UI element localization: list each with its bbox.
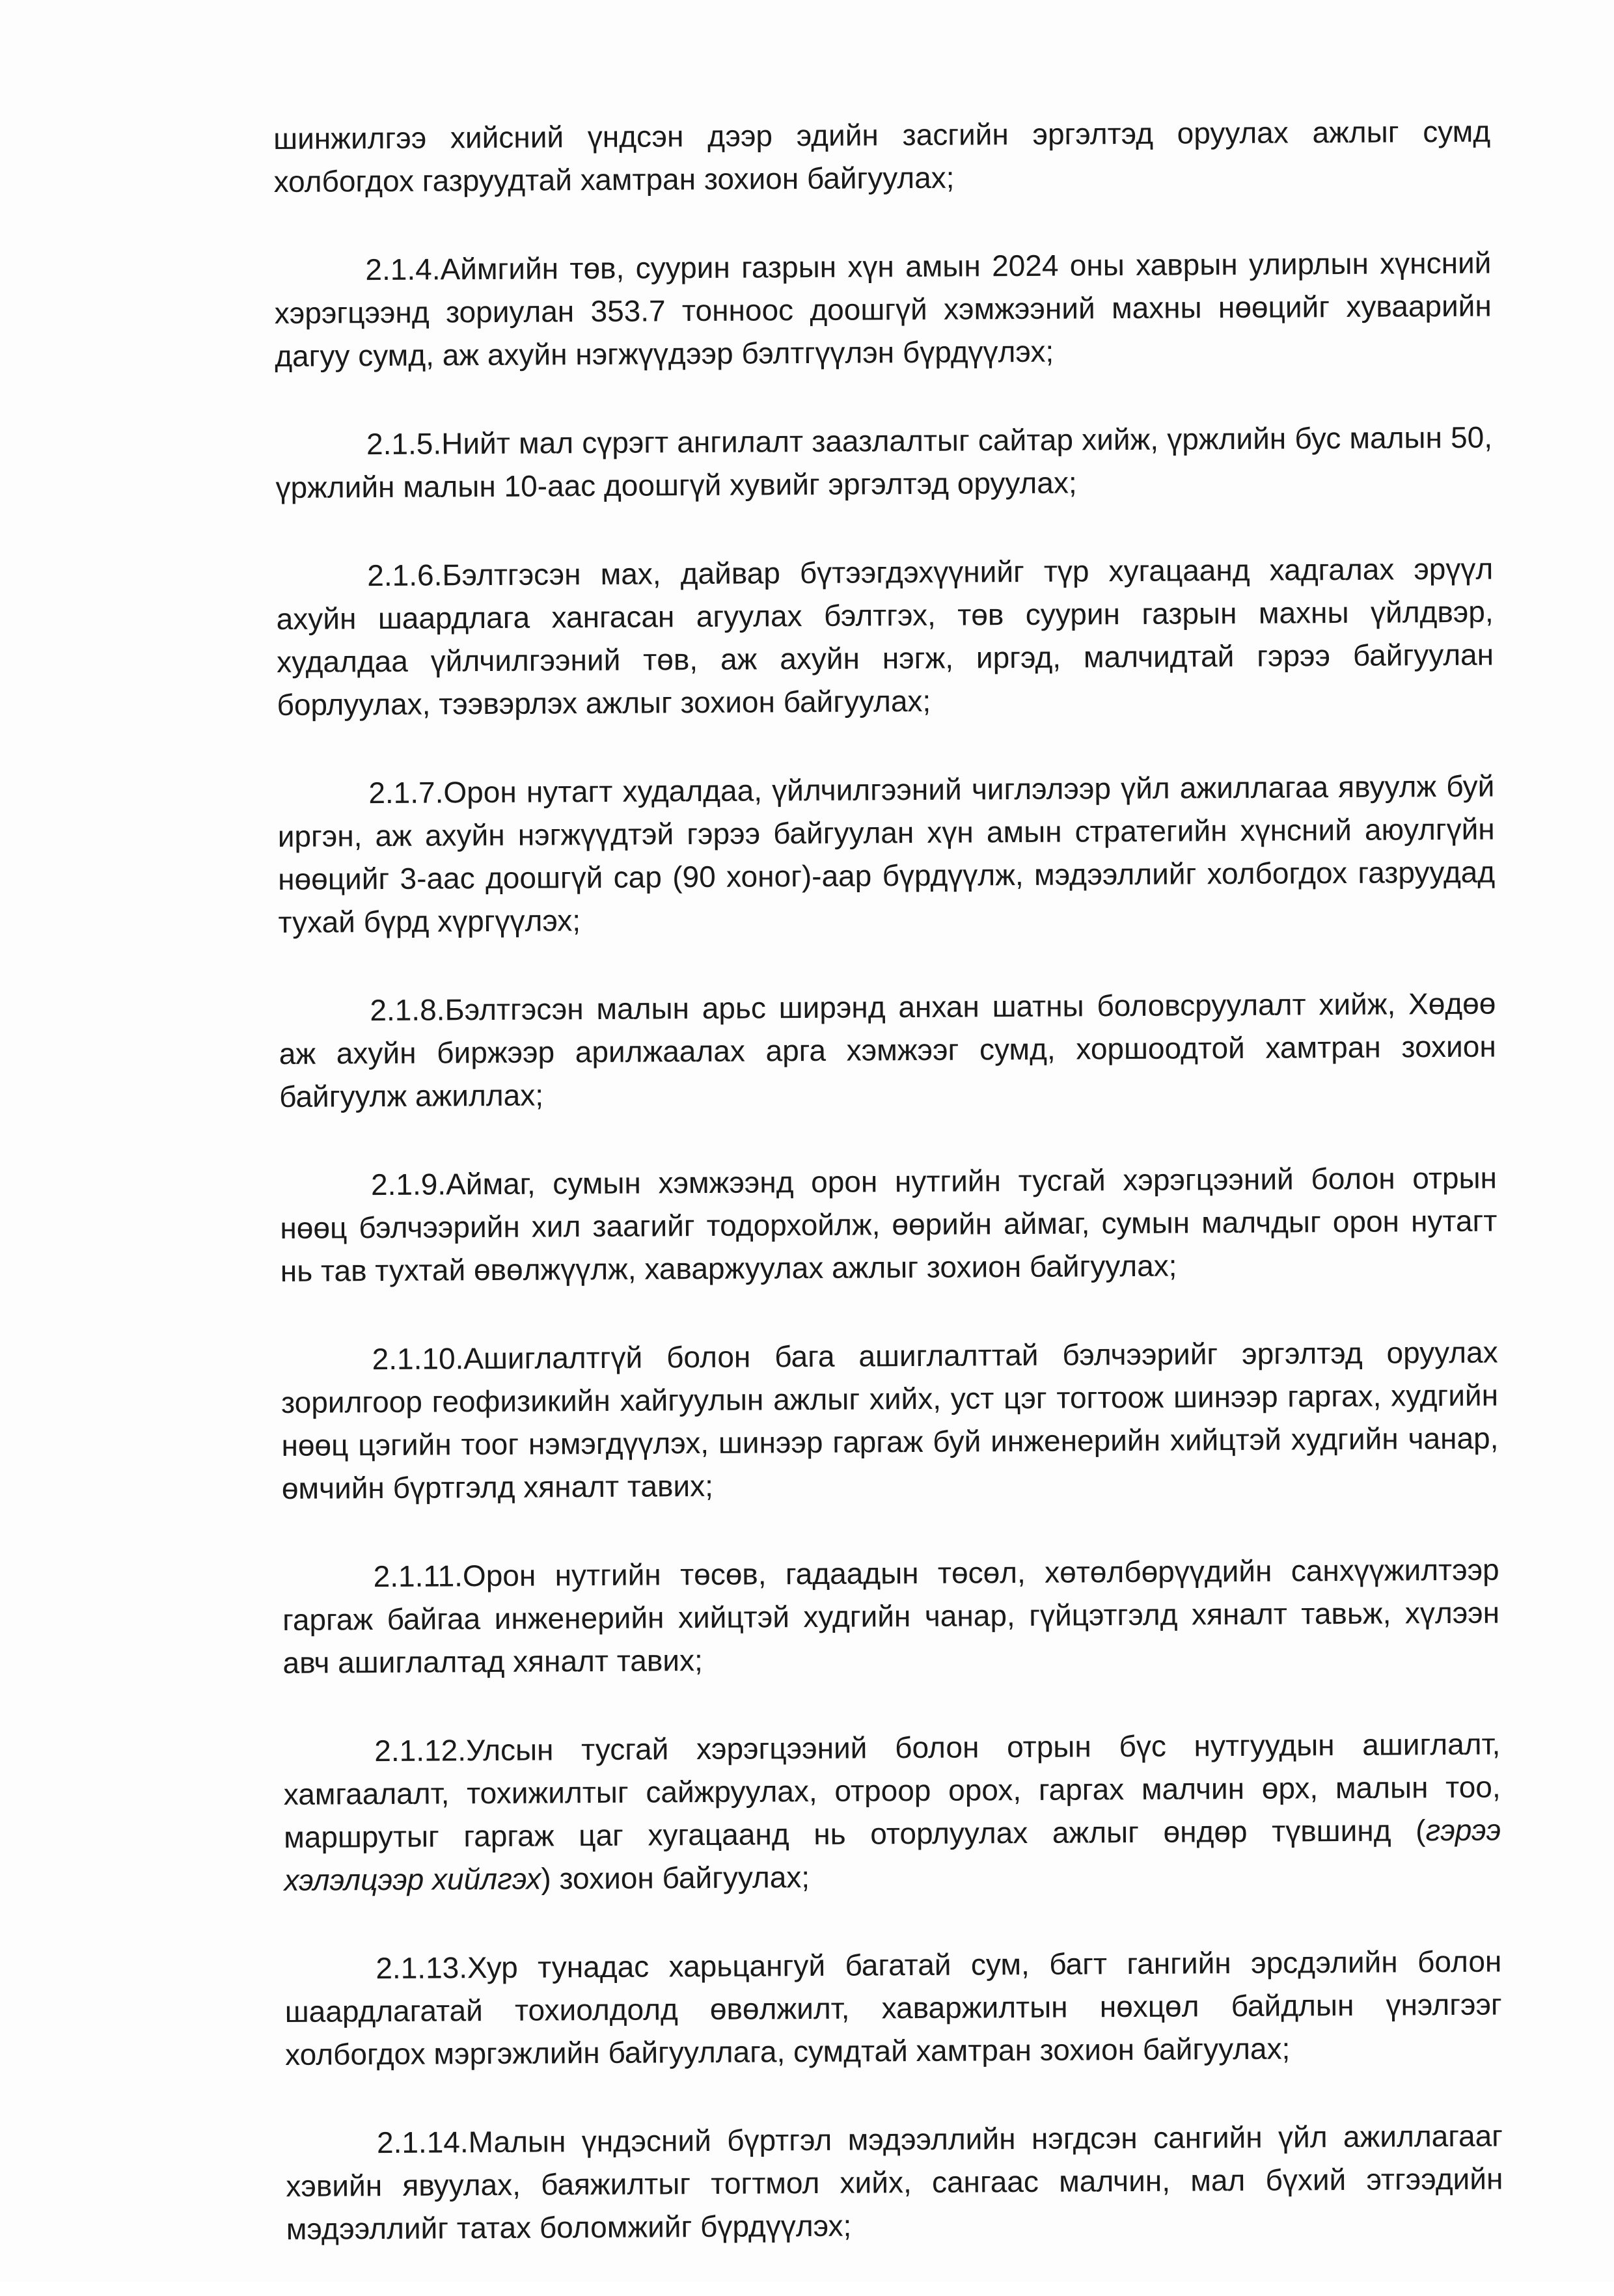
paragraph-continuation: шинжилгээ хийсний үндсэн дээр эдийн засгийн эргэлтэд оруулах ажлыг сумд холбогдох газруудтай хамтран зохион байгуулах; <box>273 114 1491 198</box>
paragraph-2-1-10: 2.1.10.Ашиглалтгүй болон бага ашиглалттай бэлчээрийг эргэлтэд оруулах зорилгоор геофизикийн хайгуулын ажлыг хийх, уст цэг тогтоож шинээр гаргах, худгийн нөөц цэгийн тоог нэмэгдүүлэх, шинээр гаргаж буй инженерийн хийцтэй худгийн чанар, өмчийн бүртгэлд хяналт тавих; <box>280 1335 1499 1505</box>
paragraph-2-1-11: 2.1.11.Орон нутгийн төсөв, гадаадын төсөл, хөтөлбөрүүдийн санхүүжилтээр гаргаж байгаа инженерийн хийцтэй худгийн чанар, гүйцэтгэлд хяналт тавьж, хүлээн авч ашиглалтад хяналт тавих; <box>282 1552 1500 1680</box>
paragraph-2-1-12-text: 2.1.12.Улсын тусгай хэрэгцээний болон отрын бүс нутгуудын ашиглалт, хамгаалалт, тохижилтыг сайжруулах, отроор орох, гаргах малчин өрх, малын тоо, маршрутыг гаргаж цаг хугацаанд нь оторлуулах ажлыг өндөр түвшинд ( <box>283 1727 1501 1854</box>
paragraph-2-1-12 <box>283 1723 1501 1902</box>
paragraph-2-1-5: 2.1.5.Нийт мал сүрэгт ангилалт заазлалтыг сайтар хийж, үржлийн бус малын 50, үржлийн малын 10-аас доошгүй хувийг эргэлтэд оруулах; <box>275 420 1493 504</box>
paragraph-2-1-7: 2.1.7.Орон нутагт худалдаа, үйлчилгээний чиглэлээр үйл ажиллагаа явуулж буй иргэн, аж ахуйн нэгжүүдтэй гэрээ байгуулан хүн амын стратегийн хүнсний аюулгүйн нөөцийг 3-аас доошгүй сар (90 хоног)-аар бүрдүүлж, мэдээллийг холбогдох газруудад тухай бүрд хүргүүлэх; <box>277 769 1496 939</box>
paragraph-2-1-13: 2.1.13.Хур тунадас харьцангуй багатай сум, багт гангийн эрсдэлийн болон шаардлагатай тохиолдолд өвөлжилт, хаваржилтын нөхцөл байдлын үнэлгээг холбогдох мэргэжлийн байгууллага, сумдтай хамтран зохион байгуулах; <box>284 1944 1502 2071</box>
paragraph-2-1-9: 2.1.9.Аймаг, сумын хэмжээнд орон нутгийн тусгай хэрэгцээний болон отрын нөөц бэлчээрийн хил заагийг тодорхойлж, өөрийн аймаг, сумын малчдыг орон нутагт нь тав тухтай өвөлжүүлж, хаваржуулах ажлыг зохион байгуулах; <box>280 1160 1498 1288</box>
paragraph-2-1-12-italic: гэрээ хэлэлцээр хийлгэх <box>284 1812 1501 1897</box>
paragraph-2-1-6: 2.1.6.Бэлтгэсэн мах, дайвар бүтээгдэхүүнийг түр хугацаанд хадгалах эрүүл ахуйн шаардлага хангасан агуулах бэлтгэх, төв суурин газрын махны үйлдвэр, худалдаа үйлчилгээний төв, аж ахуйн нэгж, иргэд, малчидтай гэрээ байгуулан борлуулах, тээвэрлэх ажлыг зохион байгуулах; <box>276 551 1494 722</box>
paragraph-2-1-4: 2.1.4.Аймгийн төв, суурин газрын хүн амын 2024 оны хаврын улирлын хүнсний хэрэгцээнд зориулан 353.7 тонноос доошгүй хэмжээний махны нөөцийг хуваарийн дагуу сумд, аж ахуйн нэгжүүдээр бэлтгүүлэн бүрдүүлэх; <box>274 245 1492 373</box>
paragraph-2-1-8: 2.1.8.Бэлтгэсэн малын арьс ширэнд анхан шатны боловсруулалт хийж, Хөдөө аж ахуйн биржээр арилжаалах арга хэмжээг сумд, хоршоодтой хамтран зохион байгуулж ажиллах; <box>279 986 1496 1114</box>
document-body <box>273 110 1503 2296</box>
paragraph-2-1-12-tail: ) зохион байгуулах; <box>541 1860 810 1896</box>
paragraph-2-1-14: 2.1.14.Малын үндэсний бүртгэл мэдээллийн нэгдсэн сангийн үйл ажиллагааг хэвийн явуулах, баяжилтыг тогтмол хийх, сангаас малчин, мал бүхий этгээдийн мэдээллийг татах боломжийг бүрдүүлэх; <box>286 2118 1503 2246</box>
